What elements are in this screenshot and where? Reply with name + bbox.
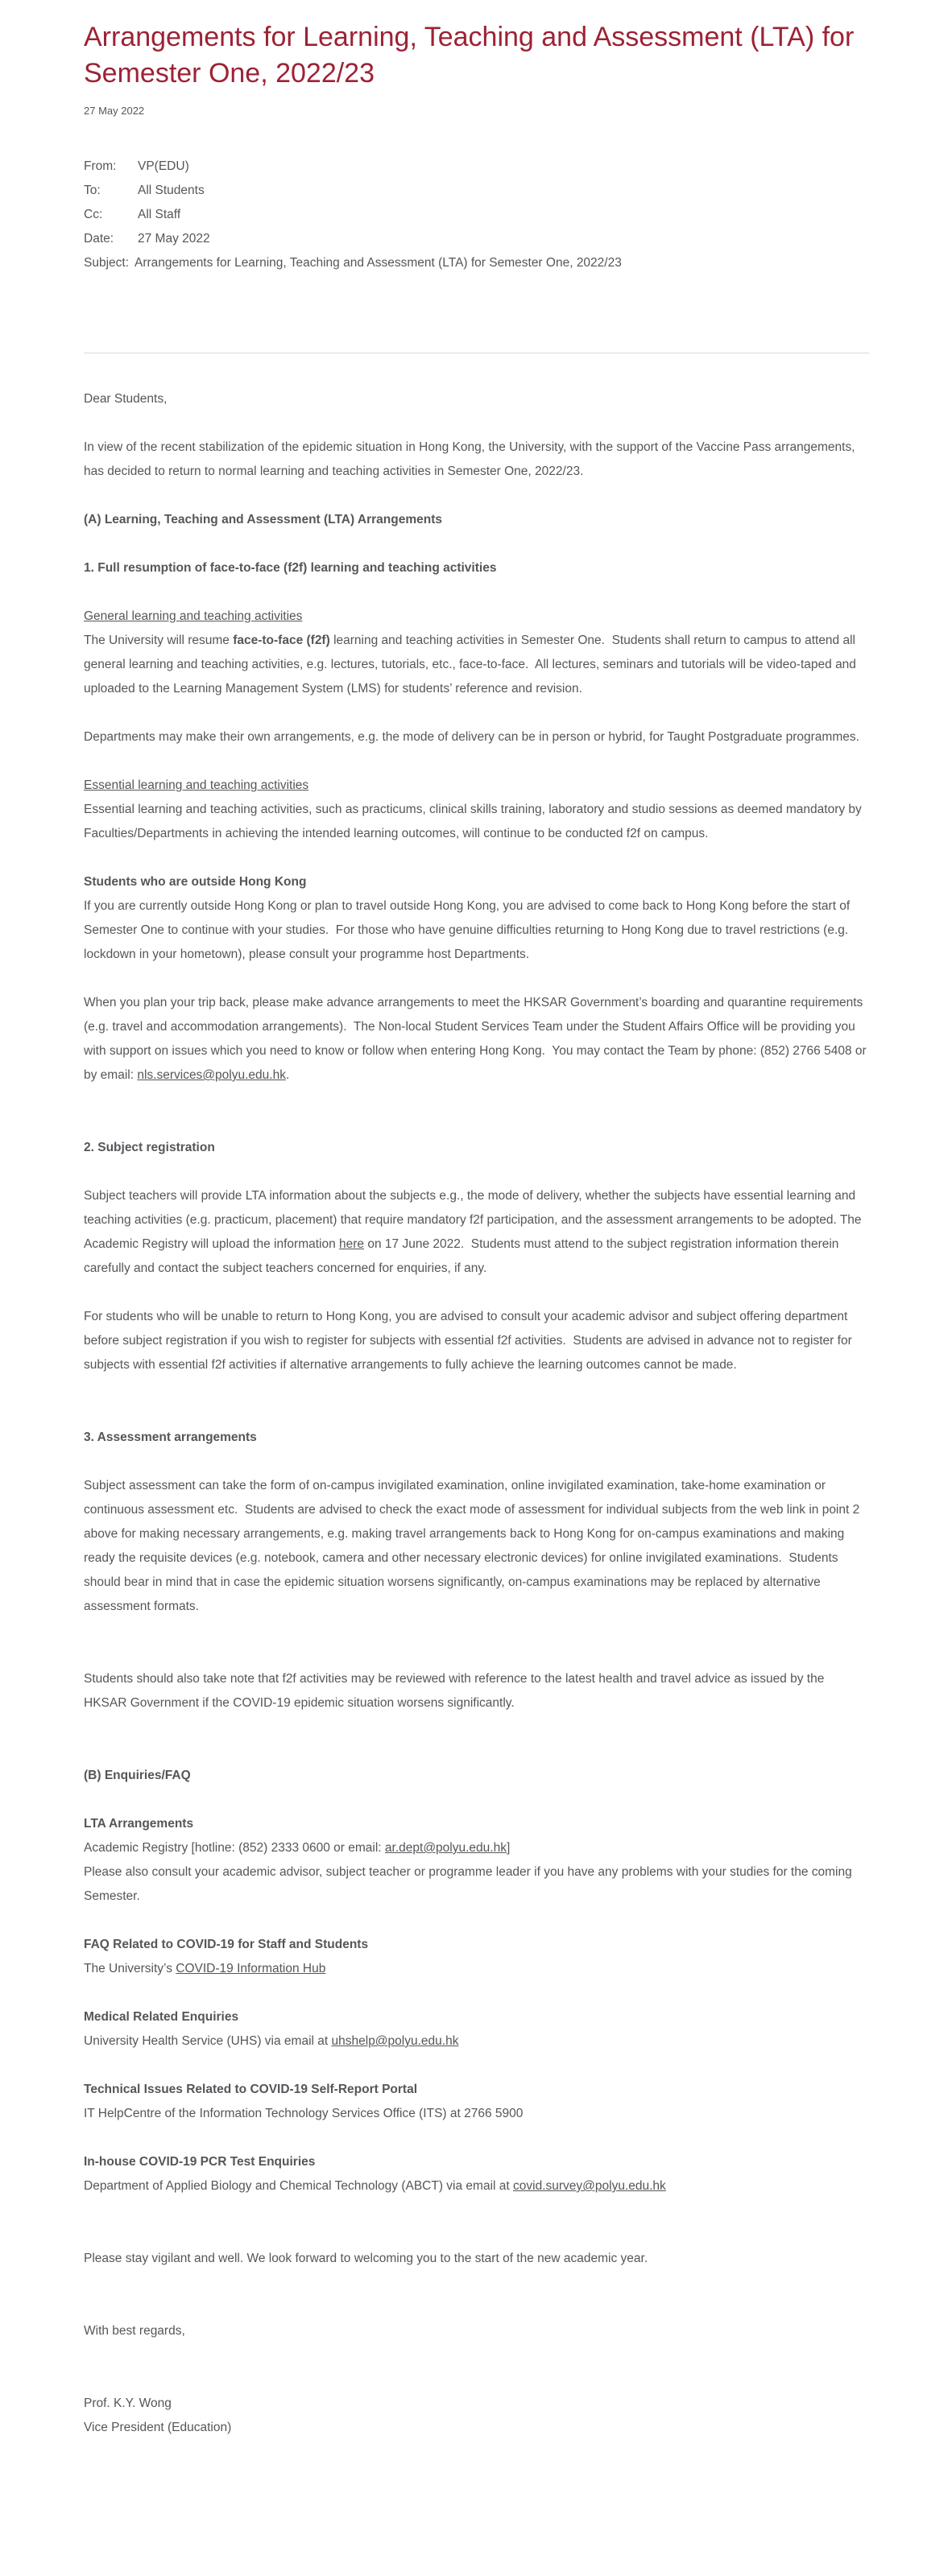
abct-email-link[interactable]: covid.survey@polyu.edu.hk: [513, 2179, 666, 2193]
faq-block: [84, 1933, 869, 1981]
bold-text: Students who are outside Hong Kong: [84, 875, 307, 889]
uhs-email-link[interactable]: uhshelp@polyu.edu.hk: [331, 2034, 459, 2048]
text-run: University Health Service (UHS) via email at: [84, 2034, 332, 2048]
memo-field-row: [84, 251, 869, 275]
section-2-heading: [84, 1136, 869, 1160]
field-label: Date:: [84, 232, 114, 246]
field-value: 27 May 2022: [138, 232, 210, 246]
ar-email-link[interactable]: ar.dept@polyu.edu.hk: [384, 1841, 507, 1855]
field-value: VP(EDU): [138, 159, 189, 173]
text-run: learning and teaching activities in Semester One. Students shall return to campus to attend all general learning and teaching activities, e.g. lectures, tutorials, etc., face-to-face. All lectures, seminars and tutorials will be video-taped and uploaded to the Learning Management System (LMS) for students’ reference and revision.: [84, 634, 860, 696]
signature: [84, 2392, 869, 2440]
bold-text: LTA Arrangements: [84, 1817, 194, 1831]
closing-paragraph: [84, 2247, 869, 2271]
pcr-block: [84, 2150, 869, 2198]
intro-paragraph: [84, 436, 869, 484]
bold-text: Technical Issues Related to COVID-19 Self-Report Portal: [84, 2083, 418, 2096]
text-run: Subject assessment can take the form of on-campus invigilated examination, online invigilated examination, take-home examination or continuous assessment etc. Students are advised to check the exact mode of assessment for individual subjects from the web link in point 2 above for making necessary arrangements, e.g. making travel arrangements back to Hong Kong for on-campus examinations and making ready the requisite devices (e.g. notebook, camera and other necessary electronic devices) for online invigilated examinations. Students should bear in mind that in case the epidemic situation worsens significantly, on-campus examinations may be replaced by alternative assessment formats.: [84, 1479, 863, 1613]
tpg-paragraph: [84, 725, 869, 749]
text-run: Prof. K.Y. Wong: [84, 2396, 172, 2410]
text-run: Dear Students,: [84, 392, 168, 406]
bold-text: (A) Learning, Teaching and Assessment (LTA) Arrangements: [84, 513, 442, 526]
bold-text: In-house COVID-19 PCR Test Enquiries: [84, 2155, 316, 2169]
memo-field-row: [84, 155, 869, 179]
text-run: ]: [506, 1841, 511, 1855]
text-run: Department of Applied Biology and Chemical Technology (ABCT) via email at: [84, 2179, 514, 2193]
assessment-paragraph: [84, 1474, 869, 1619]
regards: [84, 2319, 869, 2343]
memo-header: [84, 155, 869, 275]
nls-email-link[interactable]: nls.services@polyu.edu.hk: [137, 1068, 286, 1082]
text-run: Departments may make their own arrangements, e.g. the mode of delivery can be in person or hybrid, for Taught Postgraduate programmes.: [84, 730, 859, 744]
subject-registration-paragraph: [84, 1184, 869, 1281]
text-run: Vice President (Education): [84, 2421, 232, 2434]
memo-field-row: [84, 179, 869, 203]
lta-enquiries-block: [84, 1812, 869, 1909]
text-run: The University’s: [84, 1962, 176, 1975]
medical-block: [84, 2005, 869, 2054]
page-date: 27 May 2022: [84, 105, 145, 117]
bold-text: 3. Assessment arrangements: [84, 1430, 257, 1444]
text-run: Please stay vigilant and well. We look forward to welcoming you to the start of the new academic year.: [84, 2252, 648, 2265]
text-run: Students should also take note that f2f activities may be reviewed with reference to the latest health and travel advice as issued by the HKSAR Government if the COVID-19 epidemic situation worsens significantly.: [84, 1672, 828, 1710]
text-run: on 17 June 2022. Students must attend to the subject registration information therein carefully and contact the subject teachers concerned for enquiries, if any.: [84, 1237, 842, 1275]
field-label: To:: [84, 184, 101, 197]
field-value: Arrangements for Learning, Teaching and Assessment (LTA) for Semester One, 2022/23: [135, 256, 622, 270]
text-run: The University will resume: [84, 634, 234, 647]
text-run: In view of the recent stabilization of the epidemic situation in Hong Kong, the University, with the support of the Vaccine Pass arrangements, has decided to return to normal learning and teaching activities in Semester One, 2022/23.: [84, 440, 859, 478]
announcement-page: [84, 0, 869, 2440]
memo-field-row: [84, 203, 869, 227]
page-title: Arrangements for Learning, Teaching and Assessment (LTA) for Semester One, 2022/23: [84, 22, 855, 89]
underlined-text: Essential learning and teaching activities: [84, 778, 309, 792]
text-run: IT HelpCentre of the Information Technology Services Office (ITS) at 2766 5900: [84, 2107, 524, 2120]
text-run: Please also consult your academic advisor, subject teacher or programme leader if you have any problems with your studies for the coming Semester.: [84, 1865, 856, 1903]
essential-activities-paragraph: [84, 774, 869, 846]
section-a-heading: [84, 508, 869, 532]
text-run: When you plan your trip back, please make advance arrangements to meet the HKSAR Government’s boarding and quarantine requirements (e.g. travel and accommodation arrangements). The Non-local Student Services Team under the Student Affairs Office will be providing you with support on issues which you need to know or follow when entering Hong Kong. You may contact the Team by phone: (852) 2766 5408 or by email:: [84, 996, 870, 1082]
bold-text: 1. Full resumption of face-to-face (f2f) learning and teaching activities: [84, 561, 497, 575]
field-value: All Students: [138, 184, 205, 197]
outside-hk-paragraph: [84, 870, 869, 967]
technical-block: [84, 2078, 869, 2126]
covid-hub-link[interactable]: COVID-19 Information Hub: [176, 1962, 326, 1975]
bold-text: 2. Subject registration: [84, 1141, 215, 1154]
bold-text: Medical Related Enquiries: [84, 2010, 239, 2024]
text-run: With best regards,: [84, 2324, 185, 2338]
bold-text: face-to-face (f2f): [233, 634, 330, 647]
field-label: From:: [84, 159, 117, 173]
text-run: If you are currently outside Hong Kong or plan to travel outside Hong Kong, you are advised to come back to Hong Kong before the start of Semester One to continue with your studies. For those who have genuine difficulties returning to Hong Kong due to travel restrictions (e.g. lockdown in your hometown), please consult your programme host Departments.: [84, 899, 854, 961]
section-1-heading: [84, 556, 869, 580]
section-3-heading: [84, 1426, 869, 1450]
f2f-review-note: [84, 1667, 869, 1715]
text-run: Subject teachers will provide LTA information about the subjects e.g., the mode of delivery, whether the subjects have essential learning and teaching activities (e.g. practicum, placement) that require mandatory f2f participation, and the assessment arrangements to be adopted. The Academic Registry will upload the information: [84, 1189, 865, 1251]
trip-back-paragraph: [84, 991, 869, 1088]
memo-body: [84, 387, 869, 2440]
section-b-heading: [84, 1764, 869, 1788]
bold-text: (B) Enquiries/FAQ: [84, 1769, 191, 1782]
text-run: Academic Registry [hotline: (852) 2333 0600 or email:: [84, 1841, 385, 1855]
bold-text: FAQ Related to COVID-19 for Staff and Students: [84, 1938, 369, 1951]
text-run: .: [285, 1068, 290, 1082]
here-link[interactable]: here: [339, 1237, 365, 1251]
memo-field-row: [84, 227, 869, 251]
unable-return-paragraph: [84, 1305, 869, 1377]
salutation: [84, 387, 869, 411]
text-run: Essential learning and teaching activities, such as practicums, clinical skills training, laboratory and studio sessions as deemed mandatory by Faculties/Departments in achieving the intended learning outcomes, will continue to be conducted f2f on campus.: [84, 803, 866, 840]
field-label: Cc:: [84, 208, 103, 221]
field-value: All Staff: [138, 208, 181, 221]
general-activities-paragraph: [84, 605, 869, 701]
field-label: Subject:: [84, 256, 130, 270]
text-run: For students who will be unable to return to Hong Kong, you are advised to consult your academic advisor and subject offering department before subject registration if you wish to register for subjects with essential f2f activities. Students are advised in advance not to register for subjects with essential f2f activities if alternative arrangements to fully achieve the learning outcomes cannot be made.: [84, 1310, 856, 1372]
underlined-text: General learning and teaching activities: [84, 609, 303, 623]
